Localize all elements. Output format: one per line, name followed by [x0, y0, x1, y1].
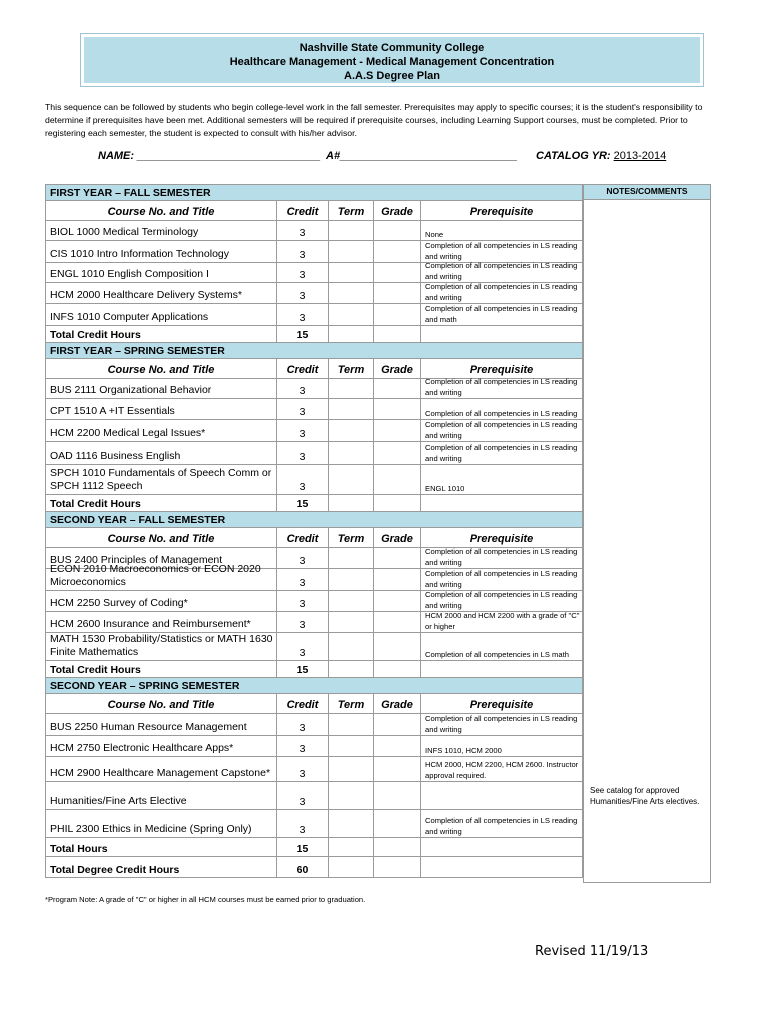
course-title: ENGL 1010 English Composition I — [46, 263, 277, 282]
catalog-year-label: CATALOG YR: — [536, 150, 611, 162]
column-header-row — [46, 359, 582, 379]
column-header-title: Course No. and Title — [46, 359, 277, 378]
course-row — [46, 442, 582, 465]
course-title: HCM 2750 Electronic Healthcare Apps* — [46, 736, 277, 756]
total-blank-cell — [421, 495, 582, 511]
course-row — [46, 736, 582, 757]
column-header-prerequisite: Prerequisite — [469, 699, 534, 711]
course-prerequisite: HCM 2000 and HCM 2200 with a grade of "C" or higher — [425, 611, 580, 631]
course-title: OAD 1116 Business English — [46, 442, 277, 464]
a-number-label: A# — [326, 150, 341, 162]
course-row — [46, 810, 582, 838]
degree-total-value: 60 — [277, 857, 329, 877]
course-row — [46, 563, 582, 591]
degree-term-cell — [329, 857, 374, 877]
course-prerequisite: INFS 1010, HCM 2000 — [425, 745, 502, 755]
total-credit-label: Total Credit Hours — [46, 661, 277, 677]
total-credit-value: 15 — [277, 661, 329, 677]
course-prerequisite: Completion of all competencies in LS reading and writing — [425, 443, 578, 463]
course-credit: 3 — [277, 591, 329, 611]
course-prerequisite: Completion of all competencies in LS reading and writing — [425, 569, 578, 589]
course-row — [46, 633, 582, 661]
course-prerequisite: Completion of all competencies in LS reading and writing — [425, 547, 578, 567]
grade-cell[interactable] — [374, 420, 421, 441]
course-prerequisite: Completion of all competencies in LS reading and writing — [425, 377, 578, 397]
column-header-title: Course No. and Title — [46, 694, 277, 713]
column-header-grade: Grade — [374, 359, 421, 378]
course-title: INFS 1010 Computer Applications — [46, 304, 277, 325]
college-name: Nashville State Community College — [299, 42, 485, 54]
notes-comments-column[interactable] — [583, 200, 711, 883]
course-prerequisite: Completion of all competencies in LS math — [425, 649, 569, 659]
column-header-row — [46, 694, 582, 714]
term-cell[interactable] — [329, 810, 374, 837]
grade-cell[interactable] — [374, 757, 421, 781]
column-header-prerequisite: Prerequisite — [469, 364, 534, 376]
term-cell[interactable] — [329, 612, 374, 632]
course-prerequisite: Completion of all competencies in LS reading and math — [425, 304, 578, 324]
total-grade-cell — [374, 838, 421, 856]
term-cell[interactable] — [329, 782, 374, 809]
revised-date: Revised 11/19/13 — [535, 944, 649, 959]
course-credit: 3 — [277, 810, 329, 837]
course-row — [46, 714, 582, 736]
course-title: CPT 1510 A +IT Essentials — [46, 399, 277, 419]
course-title: BUS 2250 Human Resource Management — [46, 714, 277, 735]
total-blank-cell — [421, 661, 582, 677]
course-title: SPCH 1010 Fundamentals of Speech Comm or SPCH 1112 Speech — [46, 465, 277, 494]
course-title: ECON 2010 Macroeconomics or ECON 2020 Microeconomics — [46, 569, 277, 590]
total-credit-value: 15 — [277, 326, 329, 342]
course-prerequisite — [421, 782, 582, 809]
grade-cell[interactable] — [374, 548, 421, 568]
course-title: HCM 2250 Survey of Coding* — [46, 591, 277, 611]
semester-header: SECOND YEAR – FALL SEMESTER — [46, 512, 582, 528]
total-blank-cell — [421, 326, 582, 342]
course-credit: 3 — [277, 569, 329, 590]
grade-cell[interactable] — [374, 633, 421, 660]
course-credit: 3 — [277, 399, 329, 419]
grade-cell[interactable] — [374, 810, 421, 837]
course-row — [46, 612, 582, 633]
column-header-credit: Credit — [277, 694, 329, 713]
course-row — [46, 379, 582, 399]
term-cell[interactable] — [329, 283, 374, 303]
course-credit: 3 — [277, 263, 329, 282]
title-box — [80, 33, 704, 87]
total-term-cell — [329, 495, 374, 511]
grade-cell[interactable] — [374, 569, 421, 590]
course-credit: 3 — [277, 379, 329, 398]
course-credit: 3 — [277, 304, 329, 325]
course-prerequisite: Completion of all competencies in LS reading and writing — [425, 816, 578, 836]
total-grade-cell — [374, 661, 421, 677]
course-credit: 3 — [277, 221, 329, 240]
program-name: Healthcare Management - Medical Management Concentration — [229, 56, 555, 68]
course-prerequisite: Completion of all competencies in LS reading and writing — [425, 261, 578, 281]
semester-header: SECOND YEAR – SPRING SEMESTER — [46, 678, 582, 694]
course-title: HCM 2900 Healthcare Management Capstone* — [46, 757, 277, 781]
column-header-credit: Credit — [277, 359, 329, 378]
semester-header: FIRST YEAR – SPRING SEMESTER — [46, 343, 582, 359]
course-row — [46, 283, 582, 304]
course-prerequisite: Completion of all competencies in LS reading and writing — [425, 590, 578, 610]
course-prerequisite: Completion of all competencies in LS reading and writing — [425, 420, 578, 440]
course-title: CIS 1010 Intro Information Technology — [46, 241, 277, 262]
course-credit: 3 — [277, 465, 329, 494]
name-field[interactable] — [98, 150, 321, 162]
term-cell[interactable] — [329, 304, 374, 325]
catalog-year-value: 2013-2014 — [613, 150, 667, 162]
course-prerequisite: None — [425, 229, 444, 239]
title-banner — [84, 37, 700, 83]
course-row — [46, 591, 582, 612]
catalog-year — [536, 150, 666, 162]
course-credit: 3 — [277, 782, 329, 809]
grade-cell[interactable] — [374, 379, 421, 398]
column-header-credit: Credit — [277, 201, 329, 220]
grade-cell[interactable] — [374, 221, 421, 240]
course-title: HCM 2600 Insurance and Reimbursement* — [46, 612, 277, 632]
course-credit: 3 — [277, 548, 329, 568]
program-note: *Program Note: A grade of "C" or higher in all HCM courses must be earned prior to graduation. — [45, 895, 366, 904]
total-credit-value: 15 — [277, 838, 329, 856]
course-prerequisite: Completion of all competencies in LS reading and writing — [425, 282, 578, 302]
term-cell[interactable] — [329, 465, 374, 494]
total-credit-label: Total Hours — [46, 838, 277, 856]
column-header-prerequisite: Prerequisite — [469, 206, 534, 218]
course-prerequisite: HCM 2000, HCM 2200, HCM 2600. Instructor approval required. — [425, 760, 579, 780]
course-credit: 3 — [277, 241, 329, 262]
course-title: PHIL 2300 Ethics in Medicine (Spring Only) — [46, 810, 277, 837]
term-cell[interactable] — [329, 736, 374, 756]
grade-cell[interactable] — [374, 591, 421, 611]
course-row — [46, 420, 582, 442]
name-label: NAME: — [98, 150, 135, 162]
term-cell[interactable] — [329, 263, 374, 282]
a-number-blank: _____________________________ — [340, 150, 518, 162]
grade-cell[interactable] — [374, 782, 421, 809]
total-credit-label: Total Credit Hours — [46, 495, 277, 511]
course-title: HCM 2000 Healthcare Delivery Systems* — [46, 283, 277, 303]
term-cell[interactable] — [329, 569, 374, 590]
course-prerequisite: Completion of all competencies in LS reading and writing — [425, 714, 578, 734]
column-header-title: Course No. and Title — [46, 201, 277, 220]
term-cell[interactable] — [329, 633, 374, 660]
course-row — [46, 304, 582, 326]
column-header-term: Term — [329, 528, 374, 547]
term-cell[interactable] — [329, 548, 374, 568]
course-row — [46, 782, 582, 810]
grade-cell[interactable] — [374, 263, 421, 282]
degree-plan-title: A.A.S Degree Plan — [344, 70, 440, 82]
column-header-term: Term — [329, 694, 374, 713]
column-header-row — [46, 528, 582, 548]
course-prerequisite: Completion of all competencies in LS reading — [425, 408, 578, 418]
course-credit: 3 — [277, 714, 329, 735]
course-row — [46, 399, 582, 420]
total-grade-cell — [374, 495, 421, 511]
total-credit-row — [46, 661, 582, 678]
grade-cell[interactable] — [374, 241, 421, 262]
column-header-grade: Grade — [374, 528, 421, 547]
term-cell[interactable] — [329, 379, 374, 398]
term-cell[interactable] — [329, 399, 374, 419]
course-row — [46, 241, 582, 263]
grade-cell[interactable] — [374, 612, 421, 632]
course-title: BUS 2400 Principles of Management — [46, 548, 277, 568]
term-cell[interactable] — [329, 221, 374, 240]
total-credit-value: 15 — [277, 495, 329, 511]
term-cell[interactable] — [329, 420, 374, 441]
column-header-grade: Grade — [374, 201, 421, 220]
total-term-cell — [329, 838, 374, 856]
term-cell[interactable] — [329, 241, 374, 262]
degree-blank-cell — [421, 857, 582, 877]
column-header-grade: Grade — [374, 694, 421, 713]
grade-cell[interactable] — [374, 283, 421, 303]
term-cell[interactable] — [329, 591, 374, 611]
name-blank: ______________________________ — [137, 150, 321, 162]
intro-paragraph: This sequence can be followed by students who begin college-level work in the fall semester. Prerequisites may apply to specific courses; it is the student's responsibility to determine if prerequisites have been met. Additional semesters will be required if prerequisite courses, including Learning Support courses, must be completed. Prior to registering each semester, the student is expected to consult with his/her advisor. — [45, 102, 703, 138]
degree-plan-table — [45, 184, 583, 878]
column-header-term: Term — [329, 201, 374, 220]
column-header-prerequisite: Prerequisite — [469, 533, 534, 545]
course-title: BUS 2111 Organizational Behavior — [46, 379, 277, 398]
total-credit-row — [46, 326, 582, 343]
humanities-note: See catalog for approved Humanities/Fine Arts electives. — [590, 786, 700, 806]
course-title: MATH 1530 Probability/Statistics or MATH 1630 Finite Mathematics — [46, 633, 277, 660]
course-credit: 3 — [277, 757, 329, 781]
total-grade-cell — [374, 326, 421, 342]
grade-cell[interactable] — [374, 399, 421, 419]
course-row — [46, 465, 582, 495]
course-credit: 3 — [277, 736, 329, 756]
column-header-title: Course No. and Title — [46, 528, 277, 547]
a-number-field[interactable] — [326, 150, 517, 162]
term-cell[interactable] — [329, 714, 374, 735]
course-row — [46, 757, 582, 782]
grade-cell[interactable] — [374, 465, 421, 494]
course-title: Humanities/Fine Arts Elective — [46, 782, 277, 809]
degree-total-label: Total Degree Credit Hours — [46, 857, 277, 877]
course-credit: 3 — [277, 633, 329, 660]
notes-comments-header: NOTES/COMMENTS — [583, 184, 711, 200]
term-cell[interactable] — [329, 757, 374, 781]
total-credit-label: Total Credit Hours — [46, 326, 277, 342]
total-term-cell — [329, 326, 374, 342]
course-credit: 3 — [277, 283, 329, 303]
course-credit: 3 — [277, 612, 329, 632]
course-title: HCM 2200 Medical Legal Issues* — [46, 420, 277, 441]
column-header-credit: Credit — [277, 528, 329, 547]
column-header-term: Term — [329, 359, 374, 378]
total-blank-cell — [421, 838, 582, 856]
grade-cell[interactable] — [374, 442, 421, 464]
course-row — [46, 221, 582, 241]
course-credit: 3 — [277, 420, 329, 441]
grade-cell[interactable] — [374, 304, 421, 325]
total-credit-row — [46, 838, 582, 857]
course-prerequisite: Completion of all competencies in LS reading and writing — [425, 241, 578, 261]
course-prerequisite: ENGL 1010 — [425, 483, 465, 493]
total-credit-row — [46, 495, 582, 512]
degree-total-row — [46, 857, 582, 877]
semester-header: FIRST YEAR – FALL SEMESTER — [46, 185, 582, 201]
course-row — [46, 263, 582, 283]
column-header-row — [46, 201, 582, 221]
term-cell[interactable] — [329, 442, 374, 464]
total-term-cell — [329, 661, 374, 677]
grade-cell[interactable] — [374, 714, 421, 735]
course-title: BIOL 1000 Medical Terminology — [46, 221, 277, 240]
grade-cell[interactable] — [374, 736, 421, 756]
course-credit: 3 — [277, 442, 329, 464]
degree-grade-cell — [374, 857, 421, 877]
